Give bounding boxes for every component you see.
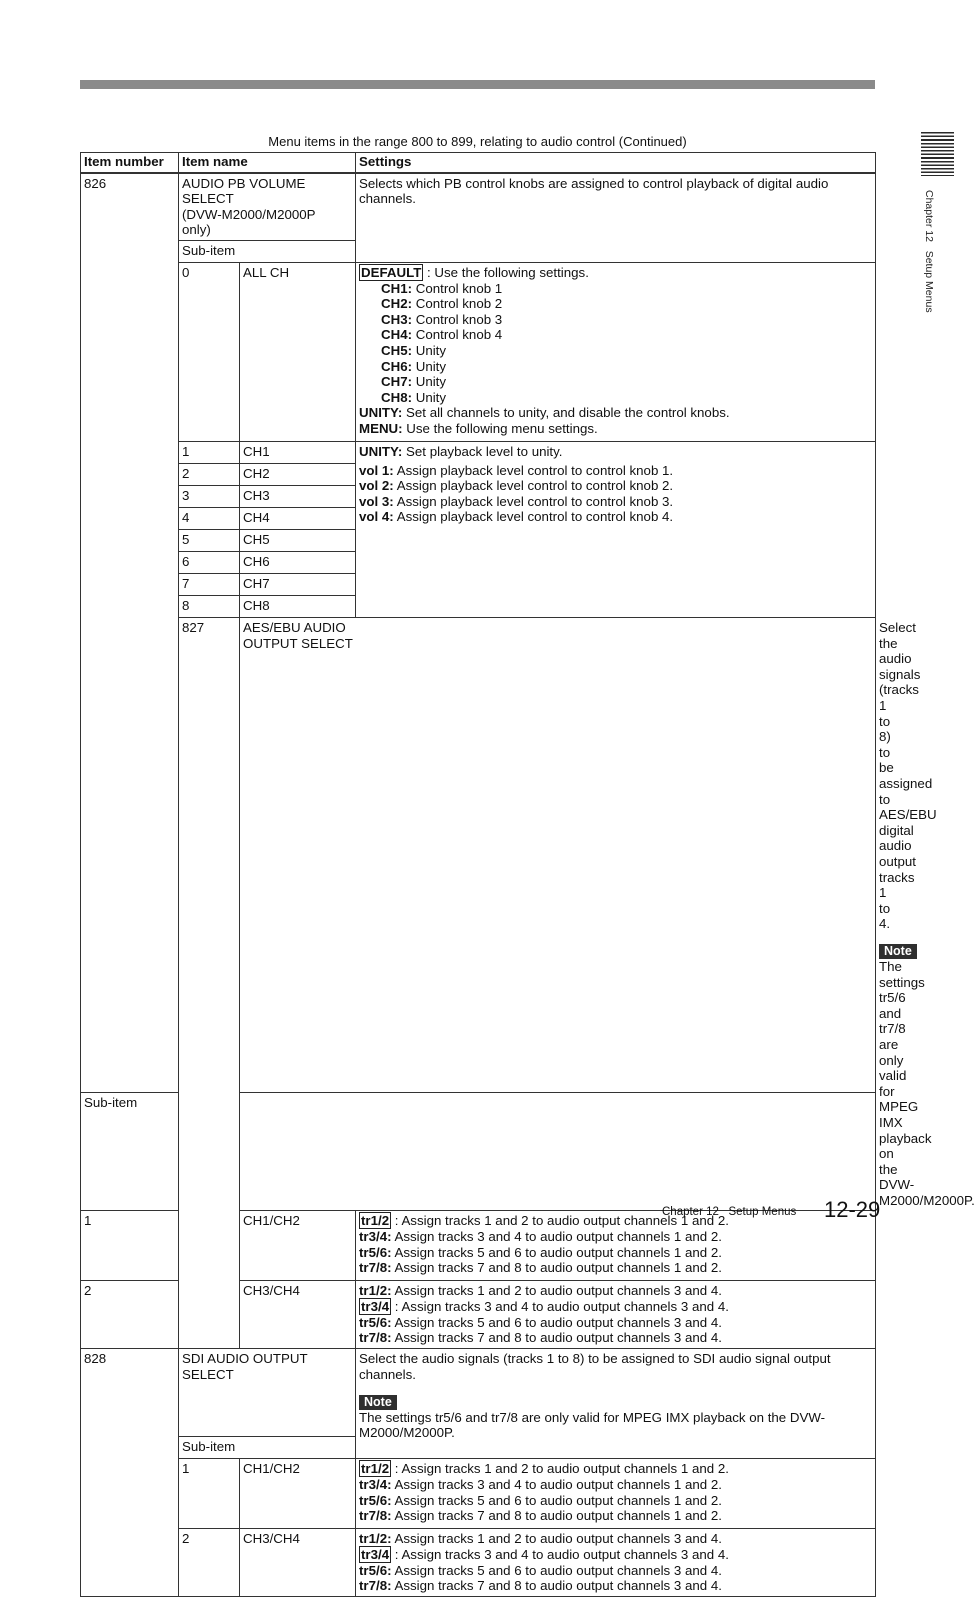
default-tag: tr1/2 xyxy=(361,1461,390,1477)
sub-item-number: 5 xyxy=(179,530,240,552)
sub-item-number: 2 xyxy=(179,1529,240,1597)
chapter-tab-marker xyxy=(921,132,954,176)
item-827-row: 827 AES/EBU AUDIO OUTPUT SELECT Select the audio signals (tracks 1 to 8) to be assigned to AES/EBU digital audio output tracks 1 to 4. Note The settings tr5/6 and tr7/8 are only valid for MPEG IMX playback on the DVW-M2000/M2000P. xyxy=(81,618,876,1093)
sub-item-label: Sub-item xyxy=(81,1092,240,1211)
sub-item-name: CH1/CH2 xyxy=(240,1459,356,1529)
sub-item-name: CH3 xyxy=(240,486,356,508)
channel-setting: CH2: Control knob 2 xyxy=(381,296,503,312)
sub-item-settings xyxy=(356,442,876,618)
item-name-826: AUDIO PB VOLUME SELECT (DVW-M2000/M2000P only) xyxy=(179,173,356,241)
sub-item-number: 2 xyxy=(179,464,240,486)
default-tag: tr3/4 xyxy=(361,1547,390,1563)
sub-item-row xyxy=(81,442,876,464)
item-name-828: SDI AUDIO OUTPUT SELECT xyxy=(179,1349,356,1437)
channel-setting: CH1: Control knob 1 xyxy=(381,280,503,296)
sub-item-name: CH3/CH4 xyxy=(240,1529,356,1597)
item-number-827: 827 xyxy=(179,618,240,1349)
sub-item-settings: DEFAULT : Use the following settings. CH1: Control knob 1 CH2: Control knob 2 CH3: Control knob 3 CH4: Control knob 4 CH5: Unity CH6: Unity CH7: Unity CH8: Unity UNITY: Set all channels to unity, and disable the control knobs. MENU: Use the following menu settings. xyxy=(356,263,876,442)
sub-item-number: 3 xyxy=(179,486,240,508)
default-tag: DEFAULT xyxy=(361,265,422,281)
channel-setting: CH3: Control knob 3 xyxy=(381,311,503,327)
channel-setting: CH6: Unity xyxy=(381,358,447,374)
sub-item-row xyxy=(81,1459,876,1529)
sub-item-name: CH3/CH4 xyxy=(240,1281,356,1349)
sub-item-number: 2 xyxy=(81,1281,179,1349)
header-rule xyxy=(80,80,875,89)
sub-item-row xyxy=(81,1529,876,1597)
sub-item-name: CH1/CH2 xyxy=(240,1211,356,1281)
sub-item-name: CH6 xyxy=(240,552,356,574)
setting-option: vol 1: Assign playback level control to control knob 1. xyxy=(359,462,674,478)
sub-item-number: 1 xyxy=(179,1459,240,1529)
sub-item-name: CH2 xyxy=(240,464,356,486)
sub-item-row xyxy=(81,263,876,442)
sub-item-header-row xyxy=(81,1092,876,1211)
sub-item-label: Sub-item xyxy=(179,241,356,263)
table-header-row xyxy=(81,153,876,173)
sub-item-number: 1 xyxy=(179,442,240,464)
sub-item-number: 4 xyxy=(179,508,240,530)
note-label: Note xyxy=(879,944,917,959)
setting-option: UNITY: Set playback level to unity. xyxy=(359,444,563,460)
sub-item-number: 7 xyxy=(179,574,240,596)
sub-item-number: 8 xyxy=(179,596,240,618)
setting-option: vol 4: Assign playback level control to control knob 4. xyxy=(359,509,674,525)
sub-item-name: CH8 xyxy=(240,596,356,618)
sub-item-number: 6 xyxy=(179,552,240,574)
item-826-row xyxy=(81,173,876,241)
item-828-row xyxy=(81,1349,876,1437)
item-number-828: 828 xyxy=(81,1349,179,1597)
sub-item-name: CH7 xyxy=(240,574,356,596)
channel-setting: CH4: Control knob 4 xyxy=(381,327,503,343)
channel-setting: CH8: Unity xyxy=(381,389,447,405)
sub-item-label: Sub-item xyxy=(179,1437,356,1459)
sub-item-name: CH4 xyxy=(240,508,356,530)
sub-item-number: 0 xyxy=(179,263,240,442)
sub-item-settings: tr1/2: Assign tracks 1 and 2 to audio output channels 3 and 4. tr3/4 : Assign tracks 3 and 4 to audio output channels 3 and 4. tr5/6: Assign tracks 5 and 6 to audio output channels 3 and 4. tr7/8: Assign tracks 7 and 8 to audio output channels 3 and 4. xyxy=(356,1281,876,1349)
sub-item-name: ALL CH xyxy=(240,263,356,442)
default-tag: tr3/4 xyxy=(361,1299,390,1315)
note-text: The settings tr5/6 and tr7/8 are only valid for MPEG IMX playback on the DVW-M2000/M2000P. xyxy=(359,1409,826,1441)
side-chapter-label: Chapter 12 Setup Menus xyxy=(923,190,935,313)
sub-item-name: CH5 xyxy=(240,530,356,552)
setting-option: vol 3: Assign playback level control to control knob 3. xyxy=(359,493,674,509)
page-number: 12-29 xyxy=(824,1197,881,1222)
note-label: Note xyxy=(359,1395,397,1410)
header-settings: Settings xyxy=(356,153,876,173)
item-number-826: 826 xyxy=(81,173,179,1093)
setting-option: MENU: Use the following menu settings. xyxy=(359,421,598,437)
channel-setting: CH7: Unity xyxy=(381,374,447,390)
sub-item-settings: tr1/2: Assign tracks 1 and 2 to audio output channels 3 and 4. tr3/4 : Assign tracks 3 and 4 to audio output channels 3 and 4. tr5/6: Assign tracks 5 and 6 to audio output channels 3 and 4. tr7/8: Assign tracks 7 and 8 to audio output channels 3 and 4. xyxy=(356,1529,876,1597)
sub-item-settings: tr1/2 : Assign tracks 1 and 2 to audio output channels 1 and 2. tr3/4: Assign tracks 3 and 4 to audio output channels 1 and 2. tr5/6: Assign tracks 5 and 6 to audio output channels 1 and 2. tr7/8: Assign tracks 7 and 8 to audio output channels 1 and 2. xyxy=(356,1211,876,1281)
item-name-827: AES/EBU AUDIO OUTPUT SELECT xyxy=(240,618,876,1093)
sub-item-settings: tr1/2 : Assign tracks 1 and 2 to audio output channels 1 and 2. tr3/4: Assign tracks 3 and 4 to audio output channels 1 and 2. tr5/6: Assign tracks 5 and 6 to audio output channels 1 and 2. tr7/8: Assign tracks 7 and 8 to audio output channels 1 and 2. xyxy=(356,1459,876,1529)
setting-option: UNITY: Set all channels to unity, and disable the control knobs. xyxy=(359,405,730,421)
sub-item-name: CH1 xyxy=(240,442,356,464)
footer-chapter: Chapter 12 Setup Menus xyxy=(662,1206,797,1218)
header-item-number: Item number xyxy=(81,153,179,173)
default-tag: tr1/2 xyxy=(361,1213,390,1229)
setting-option: vol 2: Assign playback level control to control knob 2. xyxy=(359,478,674,494)
channel-setting: CH5: Unity xyxy=(381,343,447,359)
table-caption: Menu items in the range 800 to 899, relating to audio control (Continued) xyxy=(268,134,687,149)
item-826-description: Selects which PB control knobs are assigned to control playback of digital audio channels. xyxy=(356,173,876,263)
sub-item-number: 1 xyxy=(81,1211,179,1281)
header-item-name: Item name xyxy=(179,153,356,173)
item-828-description: Select the audio signals (tracks 1 to 8) to be assigned to SDI audio signal output channels. Note The settings tr5/6 and tr7/8 are only valid for MPEG IMX playback on the DVW-M2000/M2000P. xyxy=(356,1349,876,1459)
